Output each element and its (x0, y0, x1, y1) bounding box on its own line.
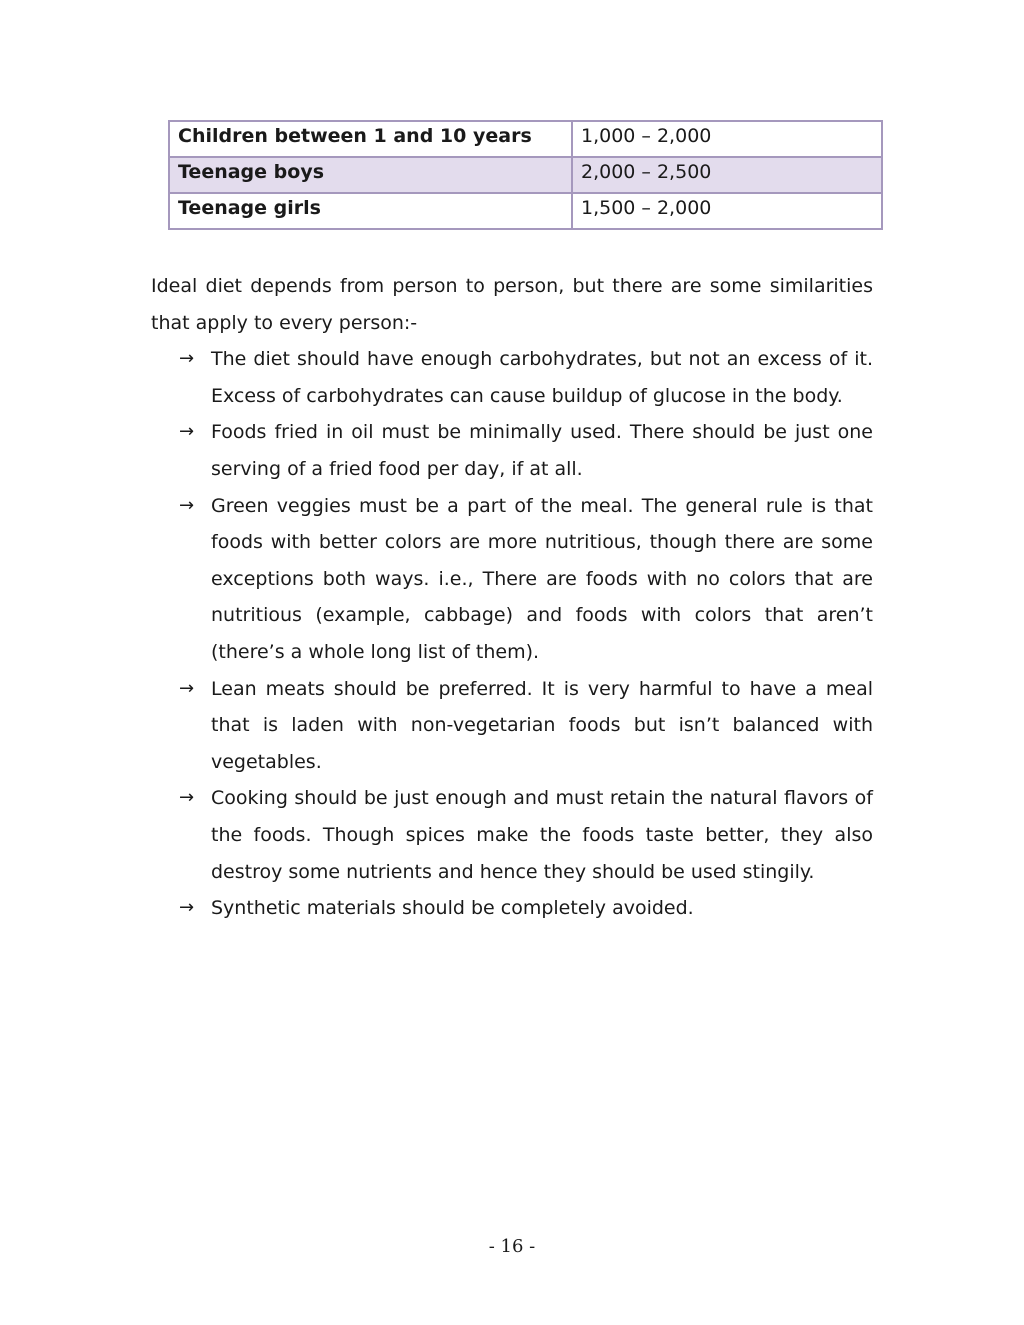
age-group-cell: Teenage girls (169, 193, 572, 229)
calorie-table (168, 120, 883, 230)
list-item (151, 414, 873, 487)
list-item (151, 488, 873, 671)
table-row (169, 121, 882, 157)
calorie-range-cell: 1,000 – 2,000 (572, 121, 882, 157)
list-item (151, 780, 873, 890)
intro-paragraph: Ideal diet depends from person to person, but there are some similarities that apply to every person:- (151, 275, 873, 334)
table-row (169, 193, 882, 229)
arrow-bullet-icon: → (179, 787, 195, 809)
list-item-text: Foods fried in oil must be minimally used. There should be just one serving of a fried food per day, if at all. (211, 421, 873, 480)
arrow-bullet-icon: → (179, 677, 195, 699)
arrow-bullet-icon: → (179, 897, 195, 919)
list-item (151, 341, 873, 414)
page-number: - 16 - (488, 1236, 536, 1257)
list-item (151, 671, 873, 781)
list-item-text: The diet should have enough carbohydrates, but not an excess of it. Excess of carbohydrates can cause buildup of glucose in the body. (211, 348, 873, 407)
arrow-bullet-icon: → (179, 348, 195, 370)
list-item-text: Cooking should be just enough and must retain the natural flavors of the foods. Though spices make the foods taste better, they also destroy some nutrients and hence they should be used stingily. (211, 787, 873, 883)
diet-guidelines-list (151, 341, 873, 927)
age-group-cell: Teenage boys (169, 157, 572, 193)
list-item-text: Green veggies must be a part of the meal. The general rule is that foods with better colors are more nutritious, though there are some exceptions both ways. i.e., There are foods with no colors that are nutritious (example, cabbage) and foods with colors that aren’t (there’s a whole long list of them). (211, 494, 873, 663)
arrow-bullet-icon: → (179, 421, 195, 443)
body-text (151, 268, 873, 927)
age-group-cell: Children between 1 and 10 years (169, 121, 572, 157)
list-item (151, 890, 873, 927)
list-item-text: Lean meats should be preferred. It is very harmful to have a meal that is laden with non-vegetarian foods but isn’t balanced with vegetables. (211, 677, 873, 773)
calorie-range-cell: 2,000 – 2,500 (572, 157, 882, 193)
list-item-text: Synthetic materials should be completely avoided. (211, 897, 694, 920)
table-row (169, 157, 882, 193)
arrow-bullet-icon: → (179, 494, 195, 516)
calorie-range-cell: 1,500 – 2,000 (572, 193, 882, 229)
